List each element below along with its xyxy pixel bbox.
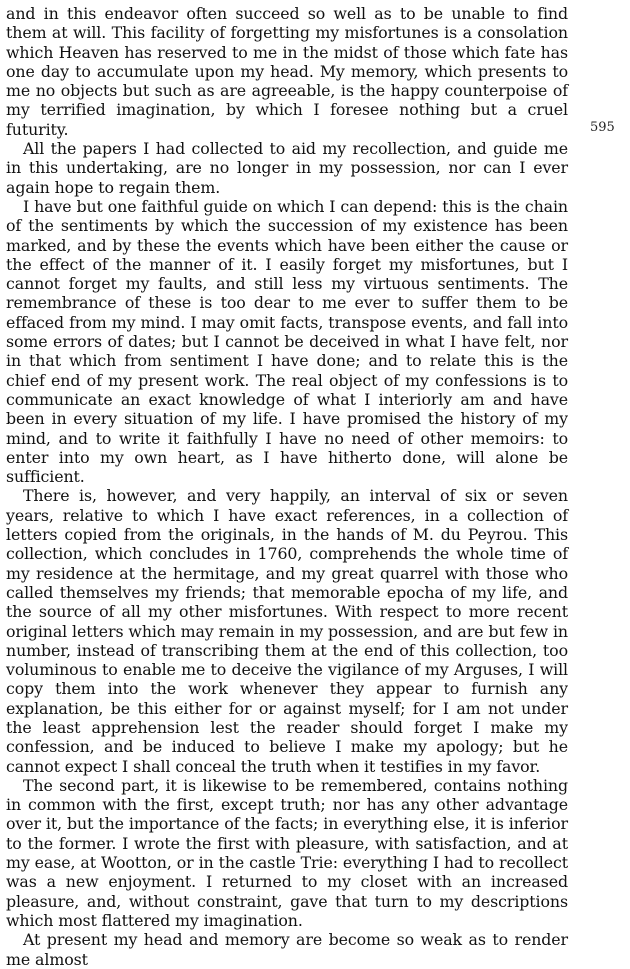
paragraph-continuation: and in this endeavor often succeed so well as to be unable to find them at will. This facility of forgetting my misfortunes is a consolation which Heaven has reserved to me in the midst of those which fate has one day to accumulate upon my head. My memory, which presents to me no objects but such as are agreeable, is the happy counterpoise of my terrified imagination, by which I foresee nothing but a cruel futurity. (6, 4, 568, 139)
page-number: 595 (590, 120, 615, 135)
page-text (6, 4, 568, 969)
paragraph-present: At present my head and memory are become so weak as to render me almost (6, 930, 568, 969)
paragraph-second-part: The second part, it is likewise to be remembered, contains nothing in common with the first, except truth; nor has any other advantage over it, but the importance of the facts; in everything else, it is inferior to the former. I wrote the first with pleasure, with satisfaction, and at my ease, at Wootton, or in the castle Trie: everything I had to recollect was a new enjoyment. I returned to my closet with an increased pleasure, and, without constraint, gave that turn to my descriptions which most flattered my imagination. (6, 775, 568, 930)
paragraph-interval: There is, however, and very happily, an interval of six or seven years, relative to which I have exact references, in a collection of letters copied from the originals, in the hands of M. du Peyrou. This collection, which concludes in 1760, comprehends the whole time of my residence at the hermitage, and my great quarrel with those who called themselves my friends; that memorable epocha of my life, and the source of all my other misfortunes. With respect to more recent original letters which may remain in my possession, and are but few in number, instead of transcribing them at the end of this collection, too voluminous to enable me to deceive the vigilance of my Arguses, I will copy them into the work whenever they appear to furnish any explanation, be this either for or against myself; for I am not under the least apprehension lest the reader should forget I make my confession, and be induced to believe I make my apology; but he cannot expect I shall conceal the truth when it testifies in my favor. (6, 486, 568, 776)
paragraph-papers: All the papers I had collected to aid my recollection, and guide me in this undertaking, are no longer in my possession, nor can I ever again hope to regain them. (6, 139, 568, 197)
paragraph-faithful-guide: I have but one faithful guide on which I can depend: this is the chain of the sentiments by which the succession of my existence has been marked, and by these the events which have been either the cause or the effect of the manner of it. I easily forget my misfortunes, but I cannot forget my faults, and still less my virtuous sentiments. The remembrance of these is too dear to me ever to suffer them to be effaced from my mind. I may omit facts, transpose events, and fall into some errors of dates; but I cannot be deceived in what I have felt, nor in that which from sentiment I have done; and to relate this is the chief end of my present work. The real object of my confessions is to communicate an exact knowledge of what I interiorly am and have been in every situation of my life. I have promised the history of my mind, and to write it faithfully I have no need of other memoirs: to enter into my own heart, as I have hitherto done, will alone be sufficient. (6, 196, 568, 487)
